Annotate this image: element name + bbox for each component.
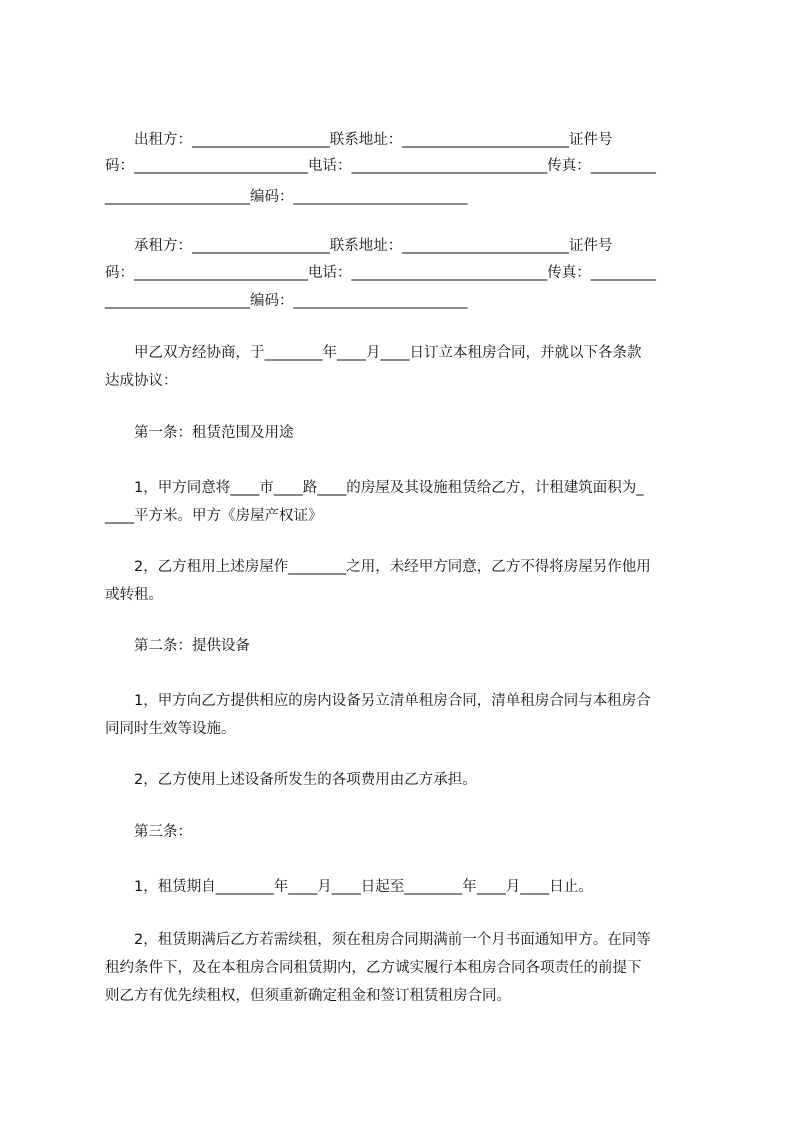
article-2-title: 第二条：提供设备 [105, 638, 250, 654]
lessor-line-1: 出租方：___________________联系地址：_______________________证件号 [105, 132, 613, 148]
article-2-item-1-line-1: 1，甲方向乙方提供相应的房内设备另立清单租房合同，清单租房合同与本租房合 [105, 693, 651, 709]
lessor-line-2: 码：________________________电话：___________________________传真：_________ [105, 158, 656, 174]
intro-line-1: 甲乙双方经协商，于________年____月____日订立本租房合同，并就以下各条款 [105, 345, 642, 361]
article-1-item-2-line-2: 或转租。 [105, 587, 163, 603]
article-1-item-1-line-1: 1，甲方同意将____市____路____的房屋及其设施租赁给乙方，计租建筑面积为_ [105, 480, 644, 496]
article-2-item-2-line-1: 2，乙方使用上述设备所发生的各项费用由乙方承担。 [105, 772, 477, 788]
article-3-item-2-line-3: 则乙方有优先续租权，但须重新确定租金和签订租赁租房合同。 [105, 988, 511, 1004]
lessee-line-1: 承租方：___________________联系地址：_______________________证件号 [105, 238, 613, 254]
article-1-item-1-line-2: ____平方米。甲方《房屋产权证》 [105, 508, 323, 524]
article-3-item-2-line-2: 租约条件下，及在本租房合同租赁期内，乙方诚实履行本租房合同各项责任的前提下 [105, 960, 642, 976]
intro-line-2: 达成协议： [105, 373, 178, 389]
lessor-line-3: ____________________编码：________________________ [105, 189, 468, 205]
article-1-item-2-line-1: 2，乙方租用上述房屋作________之用，未经甲方同意，乙方不得将房屋另作他用 [105, 559, 651, 575]
article-3-item-1-line-1: 1，租赁期自________年____月____日起至________年____月____日止。 [105, 879, 593, 895]
article-3-title: 第三条： [105, 824, 192, 840]
article-3-item-2-line-1: 2，租赁期满后乙方若需续租，须在租房合同期满前一个月书面通知甲方。在同等 [105, 932, 651, 948]
article-2-item-1-line-2: 同同时生效等设施。 [105, 721, 236, 737]
lessee-line-2: 码：________________________电话：___________________________传真：_________ [105, 265, 656, 281]
article-1-title: 第一条：租赁范围及用途 [105, 425, 294, 441]
lessee-line-3: ____________________编码：________________________ [105, 293, 468, 309]
